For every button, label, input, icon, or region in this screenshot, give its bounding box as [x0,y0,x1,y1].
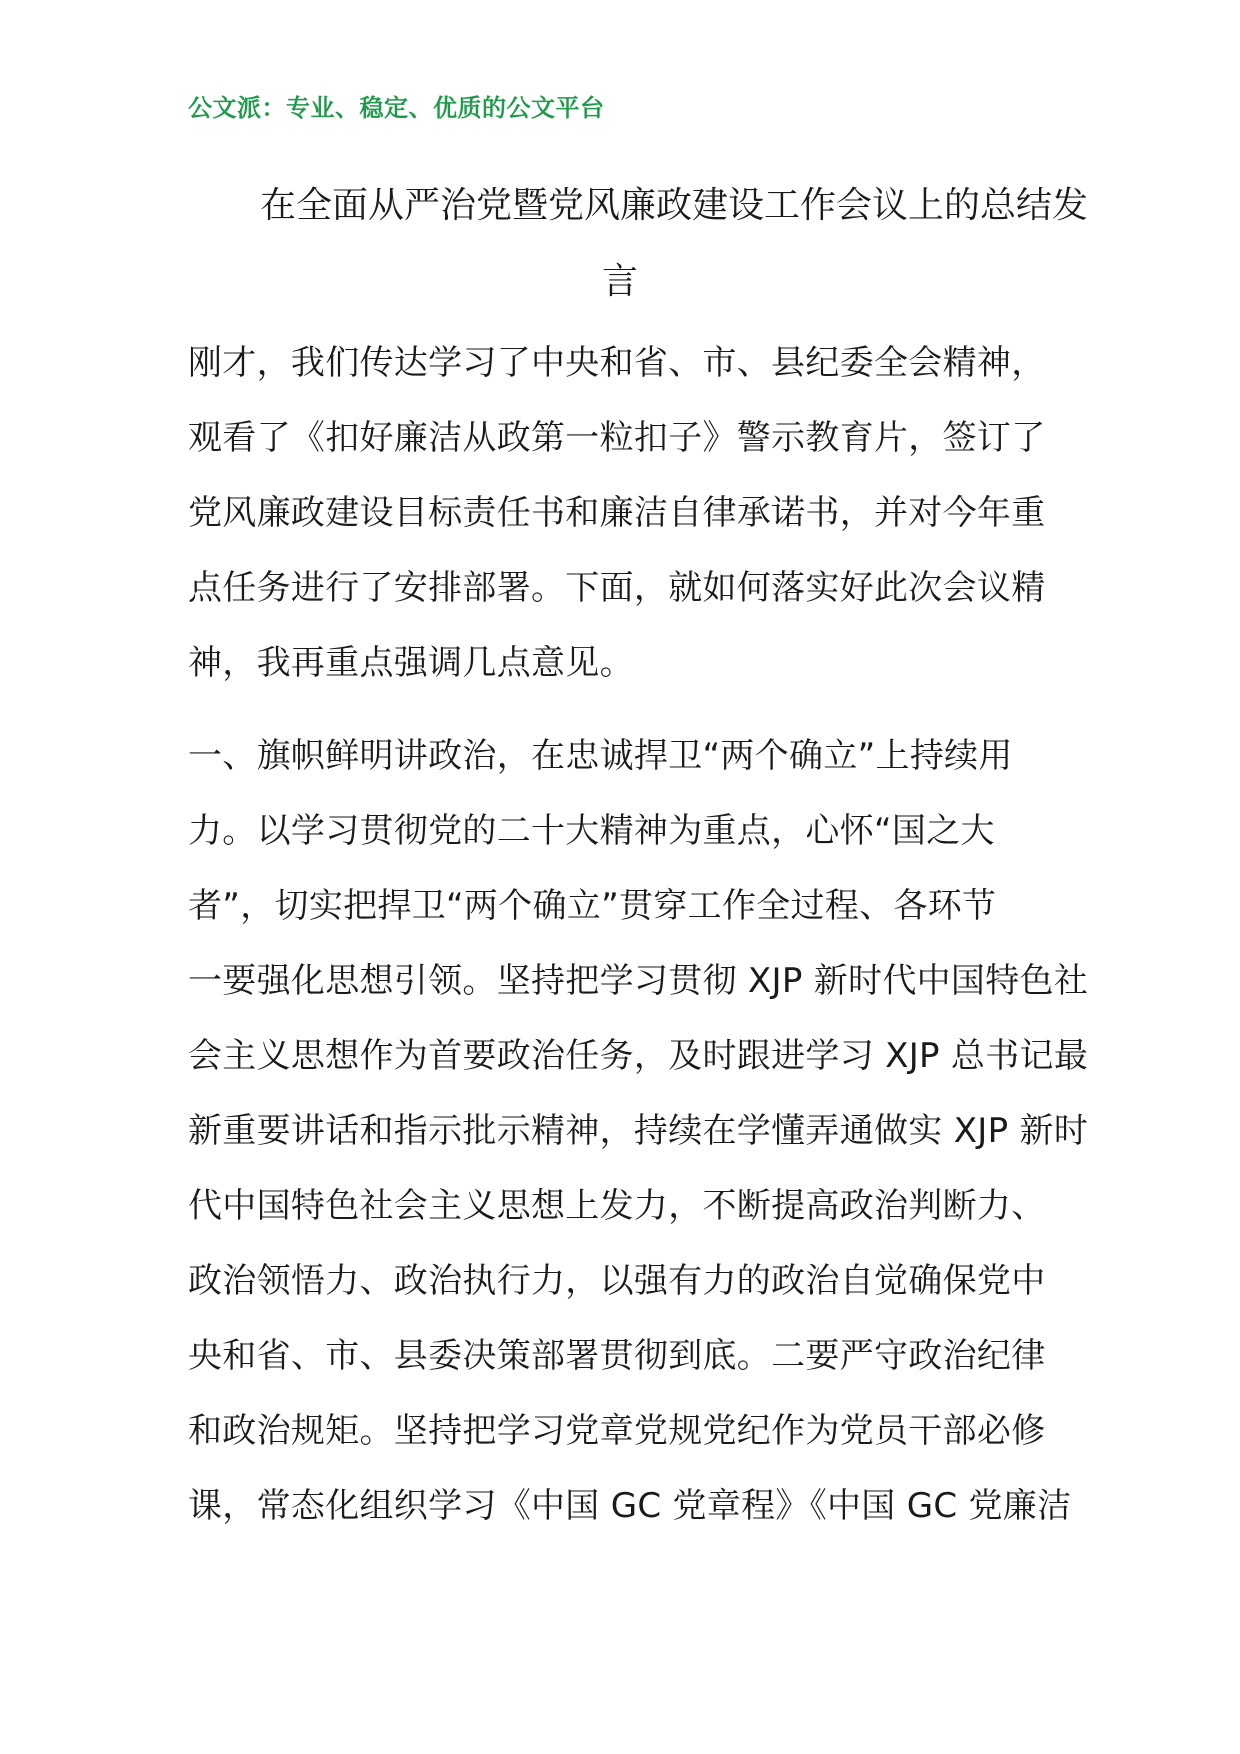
paragraph-section-one [188,719,1089,1544]
body-line: 会主义思想作为首要政治任务，及时跟进学习 XJP 总书记最 [188,1036,1089,1076]
document-body [188,326,1089,1544]
brand-header: 公文派：专业、稳定、优质的公文平台 [188,94,605,122]
body-line: 力。以学习贯彻党的二十大精神为重点，心怀“国之大 [188,811,995,851]
body-line: 一、旗帜鲜明讲政治，在忠诚捍卫“两个确立”上持续用 [188,736,1013,776]
body-line: 神，我再重点强调几点意见。 [188,643,634,683]
body-line: 一要强化思想引领。坚持把学习贯彻 XJP 新时代中国特色社 [188,961,1089,1001]
paragraph-intro [188,326,1058,701]
body-line: 观看了《扣好廉洁从政第一粒扣子》警示教育片，签订了 [188,418,1046,458]
body-line: 央和省、市、县委决策部署贯彻到底。二要严守政治纪律 [188,1336,1046,1376]
body-line: 者”，切实把捍卫“两个确立”贯穿工作全过程、各环节 [188,886,997,926]
document-title [188,168,1089,320]
body-line: 新重要讲话和指示批示精神，持续在学懂弄通做实 XJP 新时 [188,1111,1089,1151]
body-line: 代中国特色社会主义思想上发力，不断提高政治判断力、 [188,1186,1046,1226]
title-line-1: 在全面从严治党暨党风廉政建设工作会议上的总结发 [260,185,1089,226]
body-line: 政治领悟力、政治执行力，以强有力的政治自觉确保党中 [188,1261,1046,1301]
body-line: 刚才，我们传达学习了中央和省、市、县纪委全会精神， [188,343,1046,383]
body-line: 党风廉政建设目标责任书和廉洁自律承诺书，并对今年重 [188,493,1046,533]
title-line-2: 言 [601,261,638,302]
body-line: 点任务进行了安排部署。下面，就如何落实好此次会议精 [188,568,1046,608]
body-line: 课，常态化组织学习《中国 GC 党章程》《中国 GC 党廉洁 [188,1486,1072,1526]
body-line: 和政治规矩。坚持把学习党章党规党纪作为党员干部必修 [188,1411,1046,1451]
